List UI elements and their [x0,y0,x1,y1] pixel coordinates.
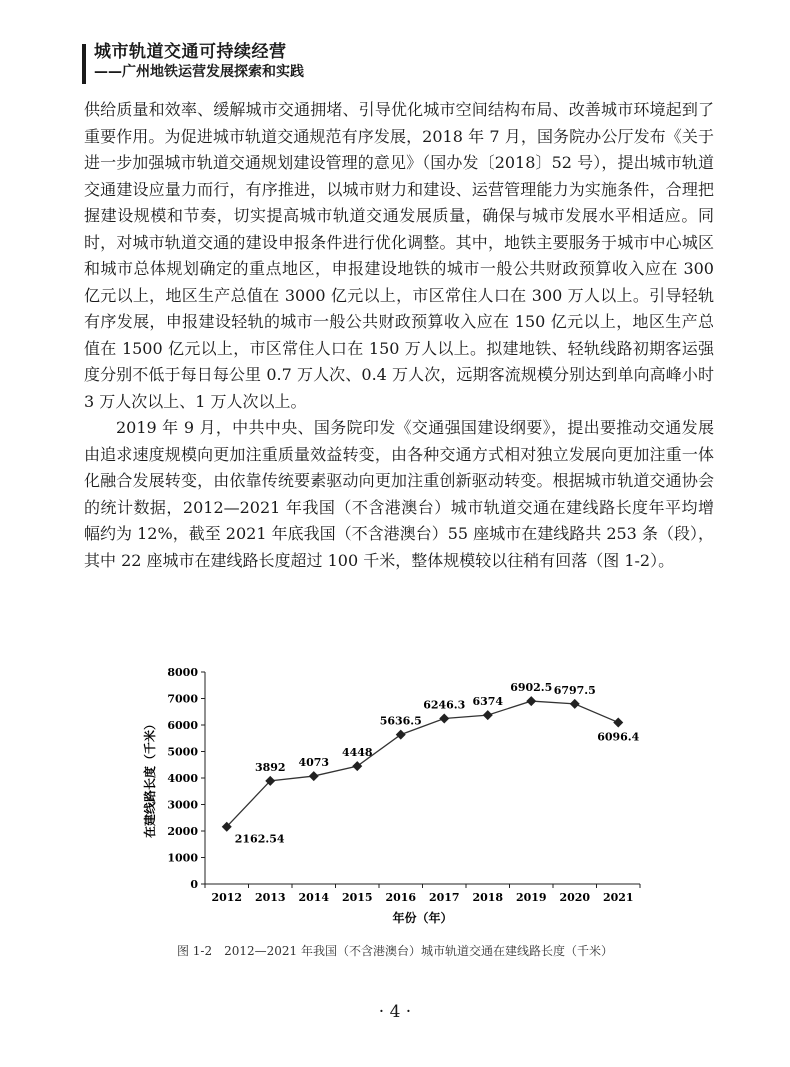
data-label: 5636.5 [379,714,422,728]
y-tick-label: 3000 [167,798,198,812]
data-point-marker [483,710,493,720]
data-point-marker [570,699,580,709]
data-point-marker [352,761,362,771]
paragraph-2: 2019 年 9 月，中共中央、国务院印发《交通强国建设纲要》，提出要推动交通发展由追求速度规模向更加注重质量效益转变，由各种交通方式相对独立发展向更加注重一体化融合发展转变，由依靠传统要素驱动向更加注重创新驱动转变。根据城市轨道交通协会的统计数据，2012—2021 年我国（不含港澳台）城市轨道交通在建线路长度年平均增幅约为 12%，截至 2021 年底我国（不含港澳台）55 座城市在建线路共 253 条（段），其中 22 座城市在建线路长度超过 100 千米，整体规模较以往稍有回落（图 1-2）。 [84,418,714,570]
x-tick-label: 2019 [515,891,547,904]
book-title: 城市轨道交通可持续经营 [94,42,287,62]
x-tick-label: 2013 [254,891,286,904]
line-chart [130,660,650,934]
data-label: 2162.54 [234,832,285,846]
x-axis-label: 年份（年） [392,911,453,925]
page-number: · 4 · [378,1002,412,1022]
book-subtitle: ——广州地铁运营发展探索和实践 [94,64,304,80]
y-tick-label: 6000 [167,719,198,732]
x-tick-label: 2014 [298,891,330,904]
data-point-marker [526,696,536,706]
data-label: 4073 [298,756,330,770]
x-tick-label: 2018 [472,891,504,904]
data-point-marker [613,717,623,727]
y-tick-label: 7000 [167,692,198,706]
data-point-marker [439,713,449,723]
x-tick-labels [211,891,633,904]
x-tick-label: 2012 [211,891,243,904]
y-tick-label: 8000 [167,666,198,679]
data-label: 6096.4 [597,730,640,744]
y-axis-label: 在建线路长度（千米） [143,717,157,839]
paragraph-1: 供给质量和效率、缓解城市交通拥堵、引导优化城市空间结构布局、改善城市环境起到了重要作用。为促进城市轨道交通规范有序发展，2018 年 7 月，国务院办公厅发布《关于进一步加强城市轨道交通规划建设管理的意见》（国办发〔2018〕52 号），提出城市轨道交通建设应量力而行，有序推进，以城市财力和建设、运营管理能力为实施条件，合理把握建设规模和节奏，切实提高城市轨道交通发展质量，确保与城市发展水平相适应。同时，对城市轨道交通的建设申报条件进行优化调整。其中，地铁主要服务于城市中心城区和城市总体规划确定的重点地区，申报建设地铁的城市一般公共财政预算收入应在 300 亿元以上，地区生产总值在 3000 亿元以上，市区常住人口在 300 万人以上。引导轻轨有序发展，申报建设轻轨的城市一般公共财政预算收入应在 150 亿元以上，地区生产总值在 1500 亿元以上，市区常住人口在 150 万人以上。拟建地铁、轻轨线路初期客运强度分别不低于每日每公里 0.7 万人次、0.4 万人次，远期客流规模分别达到单向高峰小时 3 万人次以上、1 万人次以上。 [84,100,714,411]
x-tick-label: 2017 [428,891,460,904]
y-axis [201,672,205,884]
y-tick-labels [167,666,198,891]
x-tick-label: 2015 [341,891,373,904]
x-axis [205,884,640,888]
y-tick-label: 2000 [167,825,198,838]
body-text [84,97,714,574]
x-tick-label: 2020 [559,891,591,904]
data-label: 3892 [254,760,286,774]
data-point-marker [309,771,319,781]
data-label: 6902.5 [510,681,553,695]
x-tick-label: 2016 [385,891,417,904]
chart-svg [130,660,650,930]
figure-caption: 图 1-2 2012—2021 年我国（不含港澳台）城市轨道交通在建线路长度（千米） [176,944,614,958]
header-bar [82,44,86,84]
running-header [82,42,712,82]
data-label: 6797.5 [553,683,596,697]
x-tick-label: 2021 [602,891,634,904]
data-label: 6374 [472,695,504,709]
data-point-marker [396,730,406,740]
y-tick-label: 4000 [167,772,198,785]
y-tick-label: 1000 [167,851,198,865]
y-tick-label: 5000 [167,745,198,759]
y-tick-label: 0 [190,878,198,891]
data-label: 6246.3 [423,698,466,712]
data-label: 4448 [341,746,373,760]
